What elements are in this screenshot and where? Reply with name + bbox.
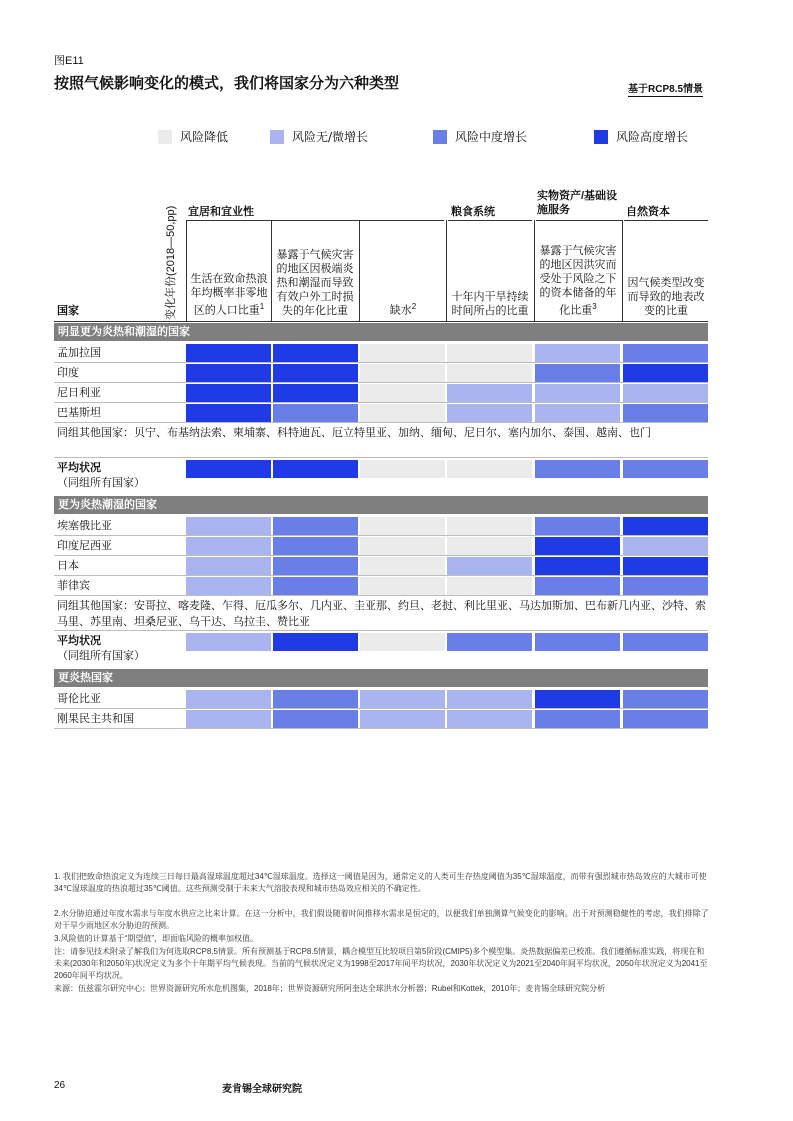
group-underline-assets bbox=[536, 220, 622, 221]
risk-cell bbox=[186, 344, 271, 362]
legend-label: 风险中度增长 bbox=[455, 130, 528, 144]
scenario-label: 基于RCP8.5情景 bbox=[628, 80, 703, 97]
risk-cell bbox=[447, 404, 532, 422]
risk-cell bbox=[186, 404, 271, 422]
risk-cell bbox=[447, 364, 532, 382]
row-divider bbox=[54, 708, 708, 709]
risk-cell bbox=[535, 633, 620, 651]
footnote-ref: 1 bbox=[259, 302, 265, 312]
risk-cell bbox=[623, 384, 708, 402]
risk-cell bbox=[447, 537, 532, 555]
group-nature: 自然资本 bbox=[626, 206, 670, 218]
row-divider bbox=[54, 457, 708, 458]
country-name: 日本 bbox=[57, 560, 79, 572]
footnote: 来源：伍兹霍尔研究中心；世界资源研究所水危机图集，2018年；世界资源研究所阿奎达全球洪水分析器；Rubel和Kottek，2010年；麦肯锡全球研究院分析 bbox=[54, 984, 606, 993]
other-countries-note: 同组其他国家：安哥拉、喀麦隆、乍得、厄瓜多尔、几内亚、圭亚那、约旦、老挝、利比里亚、马达加斯加、巴布新几内亚、沙特、索马里、苏里南、坦桑尼亚、乌干达、乌拉圭、赞比亚 bbox=[57, 600, 706, 628]
footnote: 3.风险值的计算基于“期望值”，即面临风险的概率加权值。 bbox=[54, 934, 258, 943]
page-number: 26 bbox=[54, 1080, 66, 1091]
risk-cell bbox=[447, 557, 532, 575]
legend-item-slight bbox=[270, 128, 368, 145]
country-name: 哥伦比亚 bbox=[57, 693, 101, 705]
column-header-change: 变化年份(2018—50,pp) bbox=[165, 205, 177, 320]
risk-cell bbox=[186, 577, 271, 595]
average-label: 平均状况 bbox=[57, 462, 101, 474]
column-header-water-text: 缺水 bbox=[389, 305, 412, 317]
risk-cell bbox=[535, 577, 620, 595]
risk-cell bbox=[623, 364, 708, 382]
risk-cell bbox=[623, 577, 708, 595]
column-header-heat-lethal-text: 生活在致命热浪年均概率非零地区的人口比重 bbox=[190, 273, 268, 317]
column-header-drought: 十年内干旱持续时间所占的比重 bbox=[451, 291, 529, 317]
risk-cell bbox=[360, 517, 445, 535]
risk-cell bbox=[360, 633, 445, 651]
column-header-heat-lethal bbox=[188, 222, 270, 318]
risk-cell bbox=[186, 710, 271, 728]
legend-swatch bbox=[594, 130, 608, 144]
risk-cell bbox=[360, 364, 445, 382]
row-divider bbox=[54, 402, 708, 403]
column-divider bbox=[622, 220, 623, 322]
risk-cell bbox=[273, 537, 358, 555]
row-divider bbox=[54, 575, 708, 576]
risk-cell bbox=[360, 344, 445, 362]
risk-cell bbox=[447, 710, 532, 728]
risk-cell bbox=[535, 710, 620, 728]
average-label: 平均状况 bbox=[57, 635, 101, 647]
risk-cell bbox=[186, 537, 271, 555]
column-divider bbox=[271, 220, 272, 322]
risk-cell bbox=[535, 517, 620, 535]
country-name: 印度尼西亚 bbox=[57, 540, 112, 552]
group-food: 粮食系统 bbox=[451, 206, 495, 218]
risk-cell bbox=[360, 710, 445, 728]
risk-cell bbox=[623, 557, 708, 575]
risk-cell bbox=[623, 404, 708, 422]
column-divider bbox=[186, 220, 187, 322]
risk-cell bbox=[447, 633, 532, 651]
legend-label: 风险无/微增长 bbox=[292, 130, 369, 144]
column-divider bbox=[446, 220, 447, 322]
column-header-water bbox=[361, 222, 445, 318]
row-divider bbox=[54, 382, 708, 383]
risk-cell bbox=[360, 460, 445, 478]
average-sub-label: （同组所有国家） bbox=[57, 477, 145, 489]
risk-cell bbox=[273, 633, 358, 651]
legend-label: 风险高度增长 bbox=[616, 130, 689, 144]
country-name: 菲律宾 bbox=[57, 580, 90, 592]
legend-item-medium bbox=[433, 128, 527, 145]
column-header-flood bbox=[536, 222, 620, 318]
figure-number: 图E11 bbox=[54, 55, 84, 67]
risk-cell bbox=[186, 517, 271, 535]
risk-cell bbox=[273, 557, 358, 575]
risk-cell bbox=[360, 577, 445, 595]
risk-cell bbox=[186, 633, 271, 651]
group-underline-food bbox=[448, 220, 532, 221]
footnote: 注：请参见技术附录了解我们为何选取RCP8.5情景。所有预测基于RCP8.5情景，耦合模型互比较项目第5阶段(CMIP5)多个模型集。炎热数据偏差已校准。我们遵循标准实践，将现在和未来(2030年和2050年)状况定义为多个十年期平均气候表现。当前的气候状况定义为1998至2017年间平均状况，2030年状况定义为2021至2040年间平均状况，2050年状况定义为2041至2060年间平均状况。 bbox=[54, 947, 708, 980]
country-name: 印度 bbox=[57, 367, 79, 379]
footnote-ref: 3 bbox=[592, 302, 597, 312]
risk-cell bbox=[623, 344, 708, 362]
legend-swatch bbox=[158, 130, 172, 144]
row-divider bbox=[54, 555, 708, 556]
risk-cell bbox=[273, 577, 358, 595]
column-header-flood-text: 暴露于气候灾害的地区因洪灾而受处于风险之下的资本储备的年化比重 bbox=[539, 245, 617, 317]
group-assets: 实物资产/基础设施服务 bbox=[537, 190, 618, 216]
risk-cell bbox=[447, 517, 532, 535]
risk-cell bbox=[623, 517, 708, 535]
risk-cell bbox=[447, 577, 532, 595]
risk-cell bbox=[623, 710, 708, 728]
risk-cell bbox=[623, 460, 708, 478]
risk-cell bbox=[360, 404, 445, 422]
risk-cell bbox=[447, 690, 532, 708]
risk-cell bbox=[447, 460, 532, 478]
risk-cell bbox=[360, 557, 445, 575]
country-name: 刚果民主共和国 bbox=[57, 713, 134, 725]
header-bottom-rule bbox=[54, 321, 708, 322]
risk-cell bbox=[186, 557, 271, 575]
footnote-ref: 2 bbox=[411, 302, 417, 312]
group-underline-nature bbox=[624, 220, 708, 221]
column-divider bbox=[359, 220, 360, 322]
footnote: 2.水分胁迫通过年度水需求与年度水供应之比来计算。在这一分析中，我们假设随着时间推移水需求是恒定的，以便我们单独测算气候变化的影响。出于对预测稳健性的考虑，我们排除了对干旱少雨地区水分胁迫的预测。 bbox=[54, 909, 709, 930]
risk-cell bbox=[535, 460, 620, 478]
average-sub-label: （同组所有国家） bbox=[57, 650, 145, 662]
row-divider bbox=[54, 362, 708, 363]
country-name: 孟加拉国 bbox=[57, 347, 101, 359]
risk-cell bbox=[360, 537, 445, 555]
legend-item-high bbox=[594, 128, 688, 145]
risk-cell bbox=[273, 517, 358, 535]
risk-cell bbox=[273, 364, 358, 382]
risk-cell bbox=[186, 364, 271, 382]
risk-cell bbox=[186, 384, 271, 402]
risk-cell bbox=[273, 404, 358, 422]
risk-cell bbox=[447, 384, 532, 402]
section-header: 更为炎热潮湿的国家 bbox=[54, 496, 708, 514]
country-name: 尼日利亚 bbox=[57, 387, 101, 399]
row-divider bbox=[54, 630, 708, 631]
risk-cell bbox=[273, 460, 358, 478]
country-name: 埃塞俄比亚 bbox=[57, 520, 112, 532]
risk-cell bbox=[623, 690, 708, 708]
row-divider bbox=[54, 422, 708, 423]
risk-cell bbox=[535, 537, 620, 555]
country-name: 巴基斯坦 bbox=[57, 407, 101, 419]
risk-cell bbox=[535, 690, 620, 708]
risk-cell bbox=[273, 344, 358, 362]
other-countries-note: 同组其他国家：贝宁、布基纳法索、柬埔寨、科特迪瓦、厄立特里亚、加纳、缅甸、尼日尔、塞内加尔、泰国、越南、也门 bbox=[57, 427, 651, 439]
group-underline-livability bbox=[186, 220, 444, 221]
row-divider bbox=[54, 728, 708, 729]
footnote: 1. 我们把致命热浪定义为连续三日每日最高湿球温度超过34℃湿球温度。选择这一阈值是因为，通常定义的人类可生存热度阈值为35℃湿球温度，而带有强烈城市热岛效应的大城市可使34℃湿球温度的热浪超过35℃阈值。这些预测受制于未来大气溶胶表现和城市热岛效应相关的不确定性。 bbox=[54, 872, 707, 893]
legend-label: 风险降低 bbox=[180, 130, 229, 144]
risk-cell bbox=[273, 710, 358, 728]
column-header-country: 国家 bbox=[57, 305, 79, 317]
risk-cell bbox=[535, 404, 620, 422]
risk-cell bbox=[186, 690, 271, 708]
risk-cell bbox=[535, 384, 620, 402]
row-divider bbox=[54, 595, 708, 596]
risk-cell bbox=[535, 557, 620, 575]
risk-cell bbox=[273, 384, 358, 402]
row-divider bbox=[54, 535, 708, 536]
section-header: 明显更为炎热和潮湿的国家 bbox=[54, 323, 708, 341]
risk-cell bbox=[447, 344, 532, 362]
risk-cell bbox=[360, 690, 445, 708]
column-header-biome: 因气候类型改变而导致的地表改变的比重 bbox=[627, 277, 705, 317]
footer-organization: 麦肯锡全球研究院 bbox=[222, 1084, 302, 1095]
figure-title: 按照气候影响变化的模式，我们将国家分为六种类型 bbox=[54, 75, 400, 92]
legend-swatch bbox=[270, 130, 284, 144]
risk-cell bbox=[623, 537, 708, 555]
risk-cell bbox=[360, 384, 445, 402]
column-header-labor: 暴露于气候灾害的地区因极端炎热和潮湿而导致有效户外工时损失的年化比重 bbox=[276, 249, 354, 317]
section-header: 更炎热国家 bbox=[54, 669, 708, 687]
column-divider bbox=[534, 220, 535, 322]
group-livability: 宜居和宜业性 bbox=[188, 206, 254, 218]
risk-cell bbox=[273, 690, 358, 708]
risk-cell bbox=[186, 460, 271, 478]
legend-item-low bbox=[158, 128, 228, 145]
risk-cell bbox=[535, 364, 620, 382]
risk-cell bbox=[623, 633, 708, 651]
legend-swatch bbox=[433, 130, 447, 144]
risk-cell bbox=[535, 344, 620, 362]
